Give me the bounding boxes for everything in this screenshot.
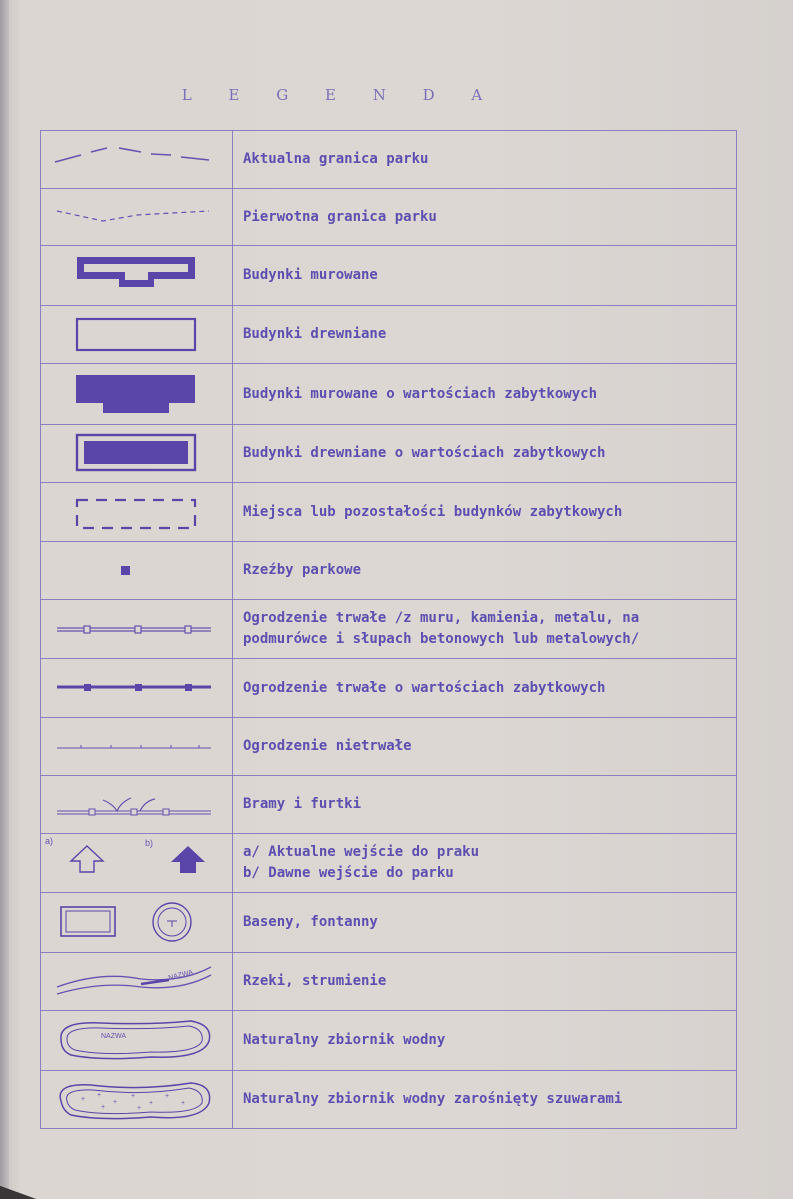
legend-row-text: Baseny, fontanny (243, 914, 378, 930)
legend-row-brick-buildings (41, 246, 737, 306)
svg-text:+: + (149, 1100, 154, 1107)
overgrown-pond-icon (41, 1071, 233, 1128)
legend-row-text: Budynki drewniane (243, 326, 387, 342)
legend-row-permanent-fence (41, 600, 737, 659)
historic-permanent-fence-icon (41, 659, 233, 717)
legend-row-pond (41, 1011, 737, 1071)
permanent-fence-icon (41, 600, 233, 658)
brick-building-outline-icon (41, 246, 233, 305)
legend-row-text: Aktualna granica parku (243, 151, 429, 167)
legend-row-entrances (41, 834, 737, 893)
pool-fountain-icon (41, 893, 233, 952)
svg-text:+: + (101, 1104, 106, 1111)
legend-row-historic-brick (41, 364, 737, 425)
legend-row-text: Rzeźby parkowe (243, 562, 362, 578)
legend-row-text: Naturalny zbiornik wodny zarośnięty szuwarami (243, 1091, 623, 1107)
svg-text:+: + (131, 1093, 136, 1100)
legend-row-building-remains (41, 483, 737, 542)
original-park-boundary-line-icon (41, 189, 233, 245)
river-stream-icon (41, 953, 233, 1010)
entrance-label-b: b) (145, 838, 154, 848)
legend-table (40, 130, 737, 1129)
legend-row-text: Ogrodzenie trwałe /z muru, kamienia, metalu, na podmurówce i słupach betonowych lub metalowych/ (243, 610, 640, 647)
svg-text:+: + (165, 1093, 170, 1100)
temporary-fence-icon (41, 718, 233, 775)
legend-row-overgrown-pond (41, 1071, 737, 1129)
legend-row-text: Pierwotna granica parku (243, 208, 437, 225)
svg-text:+: + (97, 1092, 102, 1099)
svg-text:+: + (81, 1096, 86, 1103)
river-map-label: NAZWA (167, 969, 194, 982)
historic-building-remains-dashed-icon (41, 483, 233, 541)
historic-wooden-building-filled-icon (41, 425, 233, 482)
current-park-boundary-line-icon (41, 131, 233, 188)
legend-row-text: a/ Aktualne wejście do praku b/ Dawne wejście do parku (243, 844, 480, 881)
page-binding-edge (0, 0, 9, 1199)
legend-row-text: Ogrodzenie trwałe o wartościach zabytkowych (243, 679, 606, 696)
legend-row-wooden-buildings (41, 306, 737, 364)
legend-row-text: Bramy i furtki (243, 796, 362, 812)
legend-title: L E G E N D A (181, 86, 499, 104)
legend-row-text: Ogrodzenie nietrwałe (243, 738, 412, 754)
legend-row-text: Naturalny zbiornik wodny (243, 1032, 446, 1048)
legend-row-historic-fence (41, 659, 737, 718)
gate-icon (41, 776, 233, 833)
legend-row-rivers (41, 953, 737, 1011)
legend-row-text: Budynki murowane (243, 267, 378, 283)
svg-text:+: + (181, 1100, 186, 1107)
wooden-building-outline-icon (41, 306, 233, 363)
legend-row-text: Rzeki, strumienie (243, 973, 387, 989)
pond-map-label: NAZWA (101, 1033, 127, 1040)
legend-row-text: Budynki drewniane o wartościach zabytkowych (243, 445, 606, 461)
legend-row-original-boundary (41, 189, 737, 246)
legend-row-text: Miejsca lub pozostałości budynków zabytkowych (243, 503, 623, 520)
page-corner-shadow (0, 1181, 40, 1199)
svg-text:+: + (137, 1105, 142, 1112)
entrance-arrows-icon (41, 834, 233, 892)
legend-row-gates (41, 776, 737, 834)
legend-row-text: Budynki murowane o wartościach zabytkowych (243, 385, 598, 402)
natural-pond-icon (41, 1011, 233, 1070)
entrance-label-a: a) (45, 836, 54, 846)
historic-brick-building-filled-icon (41, 364, 233, 424)
legend-row-pools (41, 893, 737, 953)
legend-row-temporary-fence (41, 718, 737, 776)
legend-row-current-boundary (41, 131, 737, 189)
svg-text:+: + (113, 1099, 118, 1106)
park-sculpture-square-icon (41, 542, 233, 599)
legend-row-sculptures (41, 542, 737, 600)
legend-row-historic-wooden (41, 425, 737, 483)
